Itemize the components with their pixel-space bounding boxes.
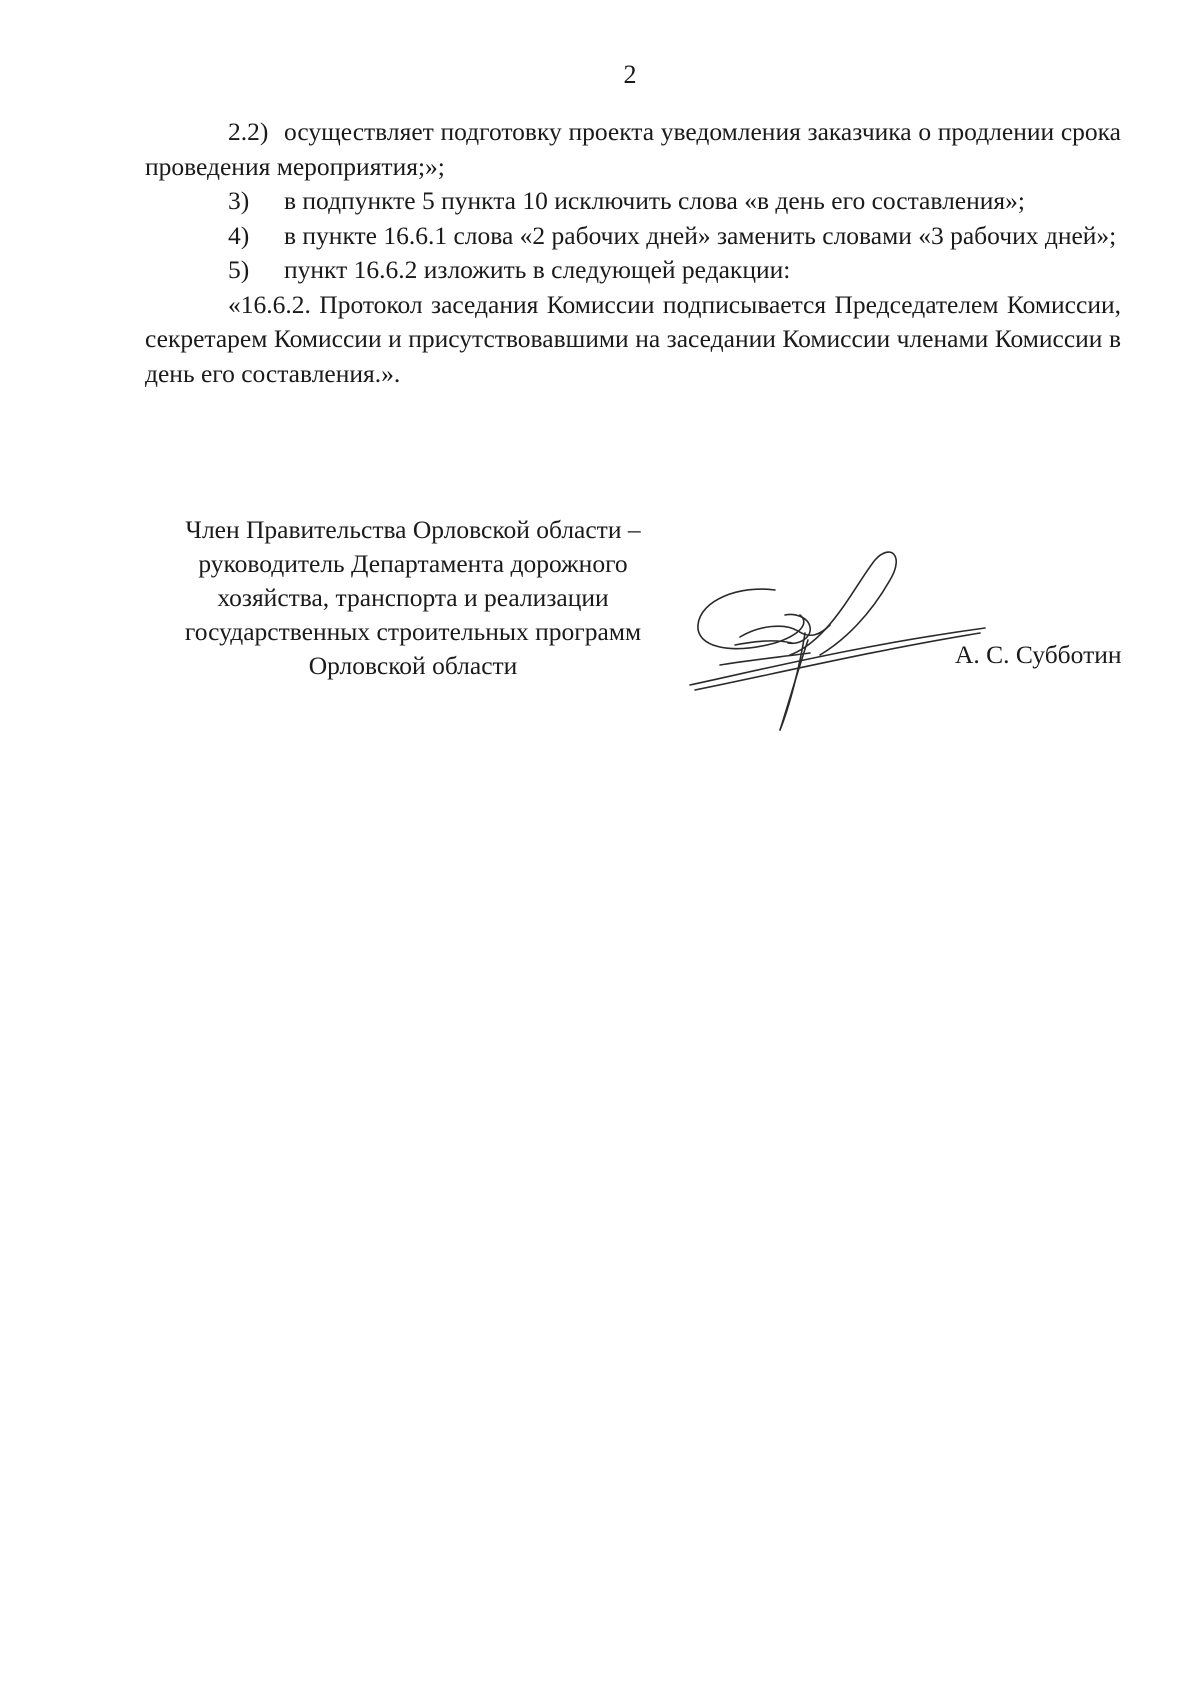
- paragraph-marker: 3): [228, 186, 250, 215]
- position-line: Член Правительства Орловской области –: [185, 515, 641, 544]
- position-line: Орловской области: [308, 651, 518, 680]
- paragraph-4: [145, 219, 1121, 254]
- handwritten-signature: [680, 545, 1000, 735]
- position-line: государственных строительных программ: [184, 617, 642, 646]
- paragraph-text: в пункте 16.6.1 слова «2 рабочих дней» заменить словами «3 рабочих дней»;: [284, 220, 1117, 250]
- paragraph-text: в подпункте 5 пункта 10 исключить слова «в день его составления»;: [284, 186, 1025, 215]
- paragraph-marker: 2.2): [228, 117, 269, 146]
- paragraph-3: [145, 184, 1121, 219]
- document-body: [145, 115, 1121, 391]
- paragraph-quote-16-6-2: [145, 288, 1121, 392]
- position-line: хозяйства, транспорта и реализации: [217, 583, 609, 612]
- signatory-position: [148, 513, 678, 683]
- paragraph-text: «16.6.2. Протокол заседания Комиссии подписывается Председателем Комиссии, секретарем Комиссии и присутствовавшими на заседании Комиссии членами Комиссии в день его составления.».: [145, 289, 1121, 388]
- paragraph-2-2: [145, 115, 1121, 184]
- paragraph-marker: 5): [228, 255, 250, 284]
- paragraph-marker: 4): [228, 220, 250, 250]
- position-line: руководитель Департамента дорожного: [198, 549, 628, 578]
- signer-name: А. С. Субботин: [955, 640, 1122, 669]
- paragraph-5: [145, 253, 1121, 288]
- paragraph-text: пункт 16.6.2 изложить в следующей редакции:: [284, 255, 791, 284]
- paragraph-text: осуществляет подготовку проекта уведомления заказчика о продлении срока проведения мероприятия;»;: [145, 117, 1121, 181]
- page-number: 2: [623, 60, 637, 89]
